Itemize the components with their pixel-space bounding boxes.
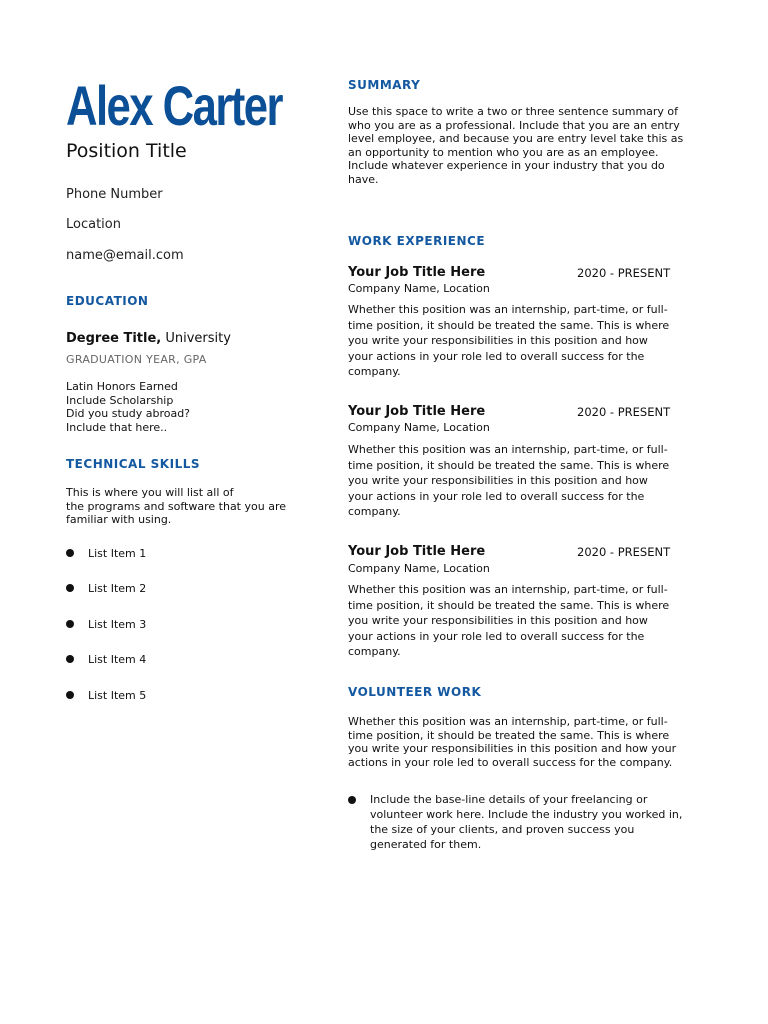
- job-date: 2020 - PRESENT: [577, 266, 671, 280]
- bullet-icon: [66, 691, 74, 699]
- list-item: [66, 582, 146, 596]
- position-title: Position Title: [66, 140, 187, 162]
- list-item: [66, 618, 146, 632]
- list-item: [66, 653, 146, 667]
- job-company: Company Name, Location: [348, 282, 490, 295]
- job-company: Company Name, Location: [348, 421, 490, 434]
- list-item: [66, 547, 146, 561]
- list-item-label: List Item 4: [88, 653, 147, 666]
- phone-number: Phone Number: [66, 187, 163, 202]
- technical-skills-heading: TECHNICAL SKILLS: [66, 457, 200, 471]
- list-item-label: List Item 1: [88, 547, 147, 560]
- list-item: [66, 689, 146, 703]
- work-experience-heading: WORK EXPERIENCE: [348, 234, 486, 248]
- university: University: [165, 331, 231, 346]
- skills-intro: This is where you will list all of the programs and software that you are familiar with using.: [66, 486, 286, 526]
- degree-line: [66, 330, 231, 348]
- job-title: Your Job Title Here: [348, 404, 486, 419]
- bullet-icon: [66, 655, 74, 663]
- email: name@email.com: [66, 248, 184, 263]
- list-item-label: List Item 3: [88, 618, 147, 631]
- graduation-info: GRADUATION YEAR, GPA: [66, 353, 207, 366]
- bullet-icon: [66, 549, 74, 557]
- job-description: Whether this position was an internship, part-time, or full- time position, it should be treated the same. This is where you write your responsibilities in this position and how your actions in your role led to overall success for the company.: [348, 303, 670, 378]
- job-date: 2020 - PRESENT: [577, 545, 671, 559]
- summary-heading: SUMMARY: [348, 78, 421, 92]
- list-item-label: List Item 5: [88, 689, 147, 702]
- job-title: Your Job Title Here: [348, 265, 486, 280]
- job-company: Company Name, Location: [348, 562, 490, 575]
- location: Location: [66, 217, 121, 232]
- education-heading: EDUCATION: [66, 294, 149, 308]
- bullet-icon: [348, 796, 356, 804]
- list-item-label: List Item 2: [88, 582, 147, 595]
- education-notes: Latin Honors Earned Include Scholarship Did you study abroad? Include that here..: [66, 380, 191, 434]
- bullet-icon: [66, 620, 74, 628]
- candidate-name: Alex Carter: [66, 74, 282, 137]
- bullet-icon: [66, 584, 74, 592]
- volunteer-work-heading: VOLUNTEER WORK: [348, 685, 482, 699]
- degree-title: Degree Title,: [66, 331, 162, 346]
- job-title: Your Job Title Here: [348, 544, 486, 559]
- summary-text: Use this space to write a two or three sentence summary of who you are as a professional. Include that you are an entry level employee, and because you are entry level take this as an opportunity to mention who you are as an employee. Include whatever experience in your industry that you do have.: [348, 105, 684, 186]
- job-date: 2020 - PRESENT: [577, 405, 671, 419]
- volunteer-bullet-text: Include the base-line details of your freelancing or volunteer work here. Include the industry you worked in, the size of your clients, and proven success you generated for them.: [370, 793, 683, 851]
- job-description: Whether this position was an internship, part-time, or full- time position, it should be treated the same. This is where you write your responsibilities in this position and how your actions in your role led to overall success for the company.: [348, 583, 670, 658]
- job-description: Whether this position was an internship, part-time, or full- time position, it should be treated the same. This is where you write your responsibilities in this position and how your actions in your role led to overall success for the company.: [348, 443, 670, 518]
- volunteer-text: Whether this position was an internship, part-time, or full- time position, it should be treated the same. This is where you write your responsibilities in this position and how your actions in your role led to overall success for the company.: [348, 715, 677, 769]
